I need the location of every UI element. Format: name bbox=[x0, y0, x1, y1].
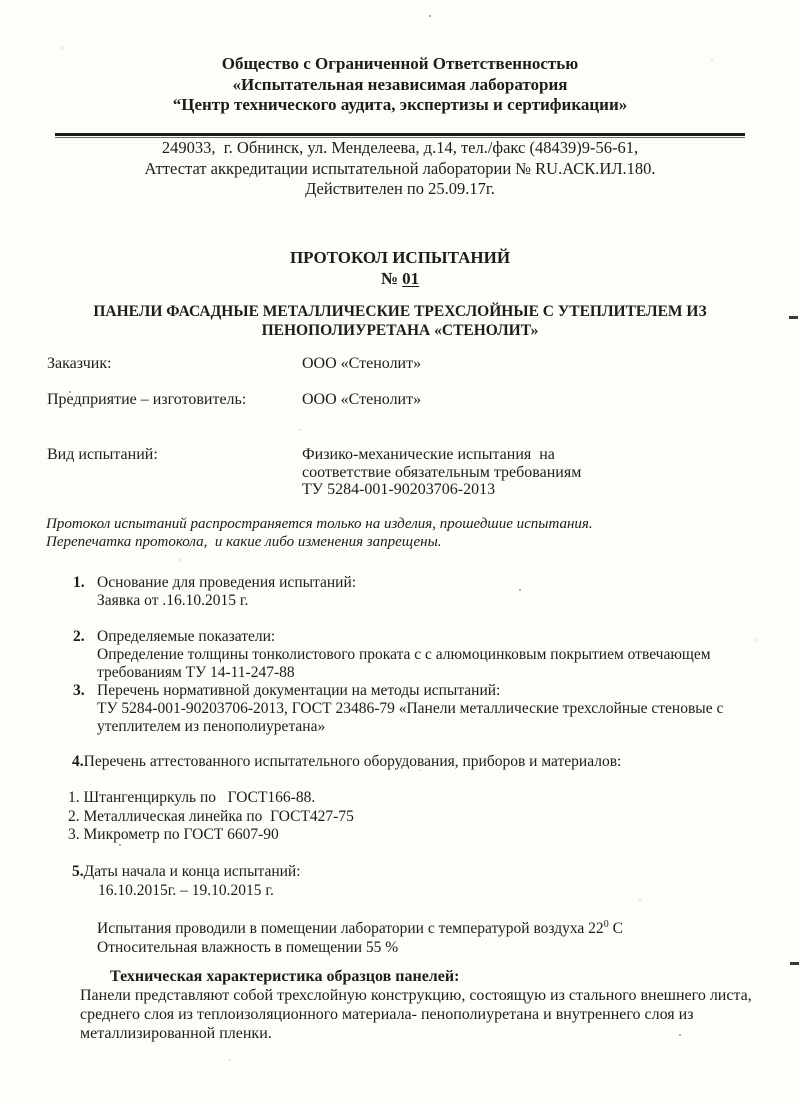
address-line: 249033, г. Обнинск, ул. Менделеева, д.14, тел./факс (48439)9-56-61, bbox=[161, 138, 639, 157]
item-line: Перечень нормативной документации на методы испытаний: bbox=[97, 682, 501, 699]
subject-line: ПАНЕЛИ ФАСАДНЫЕ МЕТАЛЛИЧЕСКИЕ ТРЕХСЛОЙНЫЕ С УТЕПЛИТЕЛЕМ ИЗ bbox=[93, 303, 707, 320]
protocol-title-block bbox=[0, 247, 800, 289]
tech-characteristics-heading: Техническая характеристика образцов панелей: bbox=[110, 968, 460, 985]
field-value-line: Физико-механические испытания на bbox=[302, 446, 555, 463]
field-test-type bbox=[0, 446, 800, 502]
accreditation-line: Аттестат аккредитации испытательной лаборатории № RU.АСК.ИЛ.180. bbox=[144, 158, 656, 178]
equipment-item: 2. Металлическая линейка по ГОСТ427-75 bbox=[68, 807, 354, 825]
item-line: Заявка от .16.10.2015 г. bbox=[97, 592, 249, 609]
test-conditions bbox=[97, 916, 770, 958]
item-text bbox=[97, 574, 760, 610]
item-text bbox=[97, 682, 760, 736]
numbered-item-1 bbox=[73, 574, 760, 610]
item-text bbox=[97, 628, 760, 682]
field-value: ООО «Стенолит» bbox=[302, 355, 422, 372]
degree-superscript: 0 bbox=[603, 919, 609, 930]
disclaimer-line: Перепечатка протокола, и какие либо изменения запрещены. bbox=[46, 533, 442, 550]
field-value: ООО «Стенолит» bbox=[302, 391, 422, 408]
item-line: Основание для проведения испытаний: bbox=[97, 574, 357, 591]
protocol-number-prefix: № bbox=[380, 269, 403, 288]
scan-artifact bbox=[789, 316, 798, 319]
section-number: 5. bbox=[72, 863, 84, 880]
field-customer bbox=[0, 355, 800, 375]
disclaimer bbox=[46, 516, 760, 551]
field-label: Вид испытаний: bbox=[47, 446, 158, 463]
item-line: требованиям ТУ 14-11-247-88 bbox=[97, 664, 295, 681]
tech-characteristics-body bbox=[80, 986, 780, 1044]
item-line: ТУ 5284-001-90203706-2013, ГОСТ 23486-79 «Панели металлические трехслойные стеновые с bbox=[97, 700, 724, 717]
protocol-number bbox=[0, 268, 800, 289]
org-address-block bbox=[0, 138, 800, 200]
test-dates: 16.10.2015г. – 19.10.2015 г. bbox=[98, 882, 274, 899]
header-divider-line bbox=[55, 133, 745, 136]
org-header bbox=[0, 54, 800, 116]
tech-body-line: среднего слоя из теплоизоляционного материала- пенополиуретана и внутреннего слоя из bbox=[80, 1006, 694, 1024]
temperature-unit: С bbox=[608, 920, 623, 938]
numbered-item-3 bbox=[73, 682, 760, 736]
field-value-line: ТУ 5284-001-90203706-2013 bbox=[302, 481, 496, 498]
field-label: Заказчик: bbox=[47, 355, 112, 372]
field-label: Предприятие – изготовитель: bbox=[47, 391, 247, 408]
protocol-title: ПРОТОКОЛ ИСПЫТАНИЙ bbox=[289, 248, 511, 267]
item-number: 3. bbox=[73, 682, 85, 699]
temperature-line bbox=[97, 916, 770, 939]
subject-line: ПЕНОПОЛИУРЕТАНА «СТЕНОЛИТ» bbox=[261, 321, 539, 339]
numbered-item-2 bbox=[73, 628, 760, 682]
tech-body-line: металлизированной пленки. bbox=[80, 1025, 272, 1043]
section-heading-text: Даты начала и конца испытаний: bbox=[83, 863, 301, 880]
disclaimer-line: Протокол испытаний распространяется только на изделия, прошедшие испытания. bbox=[46, 516, 593, 532]
field-value-line: соответствие обязательным требованиям bbox=[302, 463, 582, 481]
equipment-item: 1. Штангенциркуль по ГОСТ166-88. bbox=[68, 789, 316, 806]
field-value-multiline bbox=[302, 446, 760, 499]
org-name-line: «Испытательная независимая лаборатория bbox=[232, 74, 568, 94]
equipment-item: 3. Микрометр по ГОСТ 6607-90 bbox=[68, 826, 279, 844]
item-number: 2. bbox=[73, 628, 85, 645]
item-number: 1. bbox=[73, 574, 85, 591]
scan-artifact bbox=[790, 962, 799, 965]
section-heading-text: Перечень аттестованного испытательного оборудования, приборов и материалов: bbox=[83, 753, 622, 770]
tech-body-line: Панели представляют собой трехслойную конструкцию, состоящую из стального внешнего листа, bbox=[80, 987, 752, 1004]
section5-heading bbox=[72, 863, 760, 881]
org-name-line: “Центр технического аудита, экспертизы и сертификации» bbox=[172, 95, 628, 114]
validity-line: Действителен по 25.09.17г. bbox=[305, 179, 495, 198]
section-number: 4. bbox=[72, 753, 84, 770]
section4-heading bbox=[72, 753, 760, 771]
protocol-number-value: 01 bbox=[402, 269, 420, 288]
humidity-line: Относительная влажность в помещении 55 % bbox=[97, 938, 399, 956]
temperature-text: Испытания проводили в помещении лаборатории с температурой воздуха 22 bbox=[97, 920, 604, 938]
document-subject bbox=[0, 303, 800, 340]
section5-dates bbox=[72, 863, 760, 900]
item-line: Определение толщины тонколистового проката с с алюмоцинковым покрытием отвечающем bbox=[97, 646, 711, 663]
item-line: Определяемые показатели: bbox=[97, 628, 276, 645]
equipment-list bbox=[68, 789, 760, 845]
org-name-line: Общество с Ограниченной Ответственностью bbox=[221, 54, 579, 73]
item-line: утеплителем из пенополиуретана» bbox=[97, 718, 326, 735]
field-manufacturer bbox=[0, 391, 800, 411]
